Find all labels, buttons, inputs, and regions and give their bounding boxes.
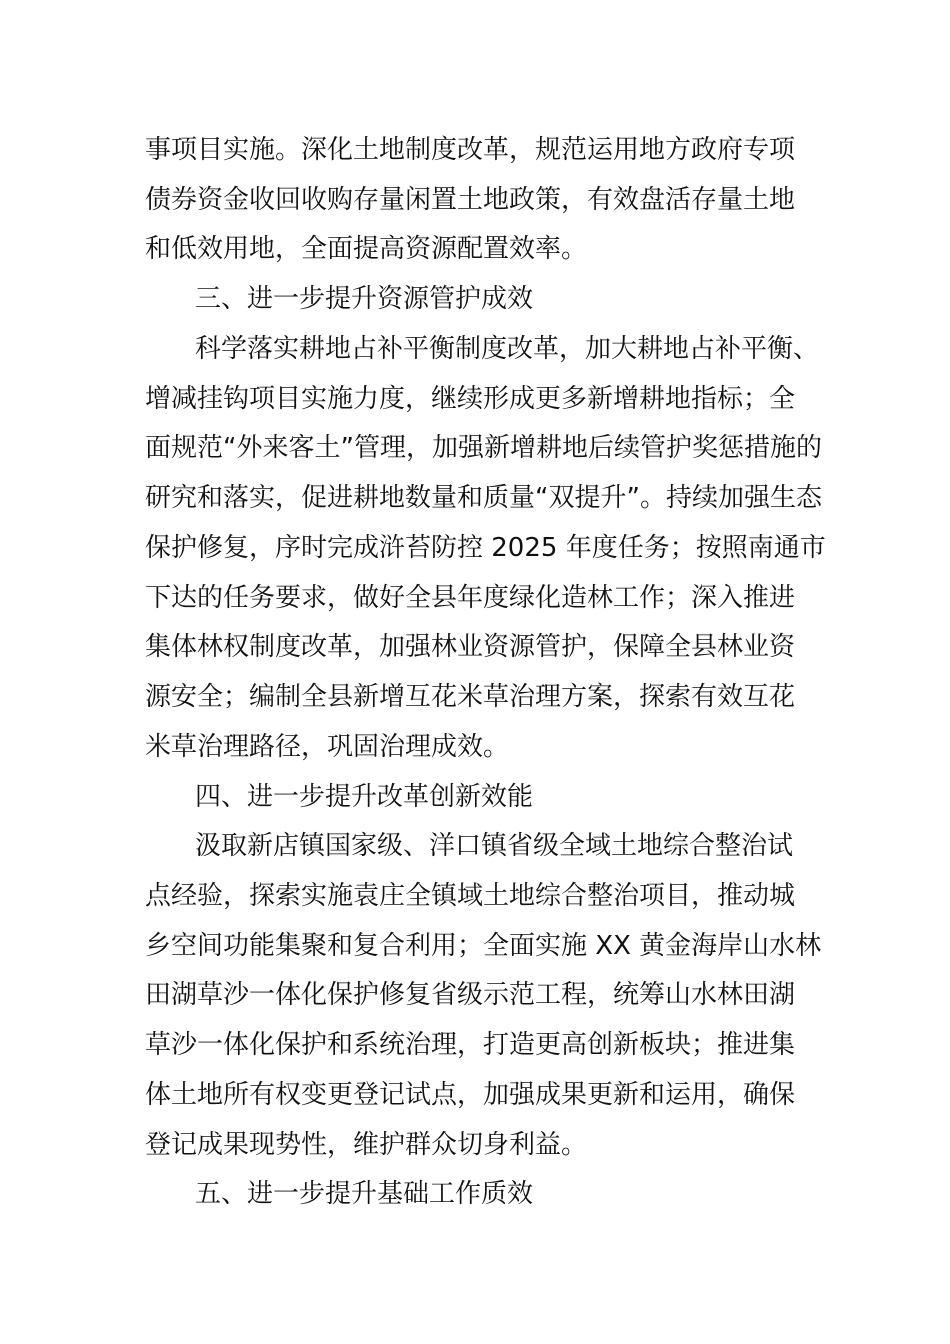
paragraph-line: 登记成果现势性，维护群众切身利益。 bbox=[145, 1130, 588, 1160]
paragraph-line: 体土地所有权变更登记试点，加强成果更新和运用，确保 bbox=[145, 1080, 796, 1110]
paragraph-line: 面规范“外来客土”管理，加强新增耕地后续管护奖惩措施的 bbox=[145, 433, 822, 463]
paragraph-line: 米草治理路径，巩固治理成效。 bbox=[145, 732, 510, 762]
paragraph-line: 草沙一体化保护和系统治理，打造更高创新板块；推进集 bbox=[145, 1030, 796, 1060]
paragraph-line: 保护修复，序时完成浒苔防控 2025 年度任务；按照南通市 bbox=[145, 533, 826, 563]
section-heading-5: 五、进一步提升基础工作质效 bbox=[195, 1179, 534, 1209]
paragraph-line: 下达的任务要求，做好全县年度绿化造林工作；深入推进 bbox=[145, 583, 796, 613]
section-heading-4: 四、进一步提升改革创新效能 bbox=[195, 782, 534, 812]
paragraph-line: 和低效用地，全面提高资源配置效率。 bbox=[145, 234, 588, 264]
paragraph-line: 汲取新店镇国家级、洋口镇省级全域土地综合整治试 bbox=[195, 831, 794, 861]
paragraph-line: 研究和落实，促进耕地数量和质量“双提升”。持续加强生态 bbox=[145, 483, 822, 513]
paragraph-line: 乡空间功能集聚和复合利用；全面实施 XX 黄金海岸山水林 bbox=[145, 931, 822, 961]
paragraph-line: 集体林权制度改革，加强林业资源管护，保障全县林业资 bbox=[145, 632, 796, 662]
paragraph-line: 源安全；编制全县新增互花米草治理方案，探索有效互花 bbox=[145, 682, 796, 712]
paragraph-line: 增减挂钩项目实施力度，继续形成更多新增耕地指标；全 bbox=[145, 384, 796, 414]
paragraph-line: 事项目实施。深化土地制度改革，规范运用地方政府专项 bbox=[145, 135, 796, 165]
section-heading-3: 三、进一步提升资源管护成效 bbox=[195, 284, 534, 314]
paragraph-line: 债券资金收回收购存量闲置土地政策，有效盘活存量土地 bbox=[145, 185, 796, 215]
paragraph-line: 科学落实耕地占补平衡制度改革，加大耕地占补平衡、 bbox=[195, 334, 820, 364]
paragraph-line: 田湖草沙一体化保护修复省级示范工程，统筹山水林田湖 bbox=[145, 980, 796, 1010]
paragraph-line: 点经验，探索实施袁庄全镇域土地综合整治项目，推动城 bbox=[145, 881, 796, 911]
